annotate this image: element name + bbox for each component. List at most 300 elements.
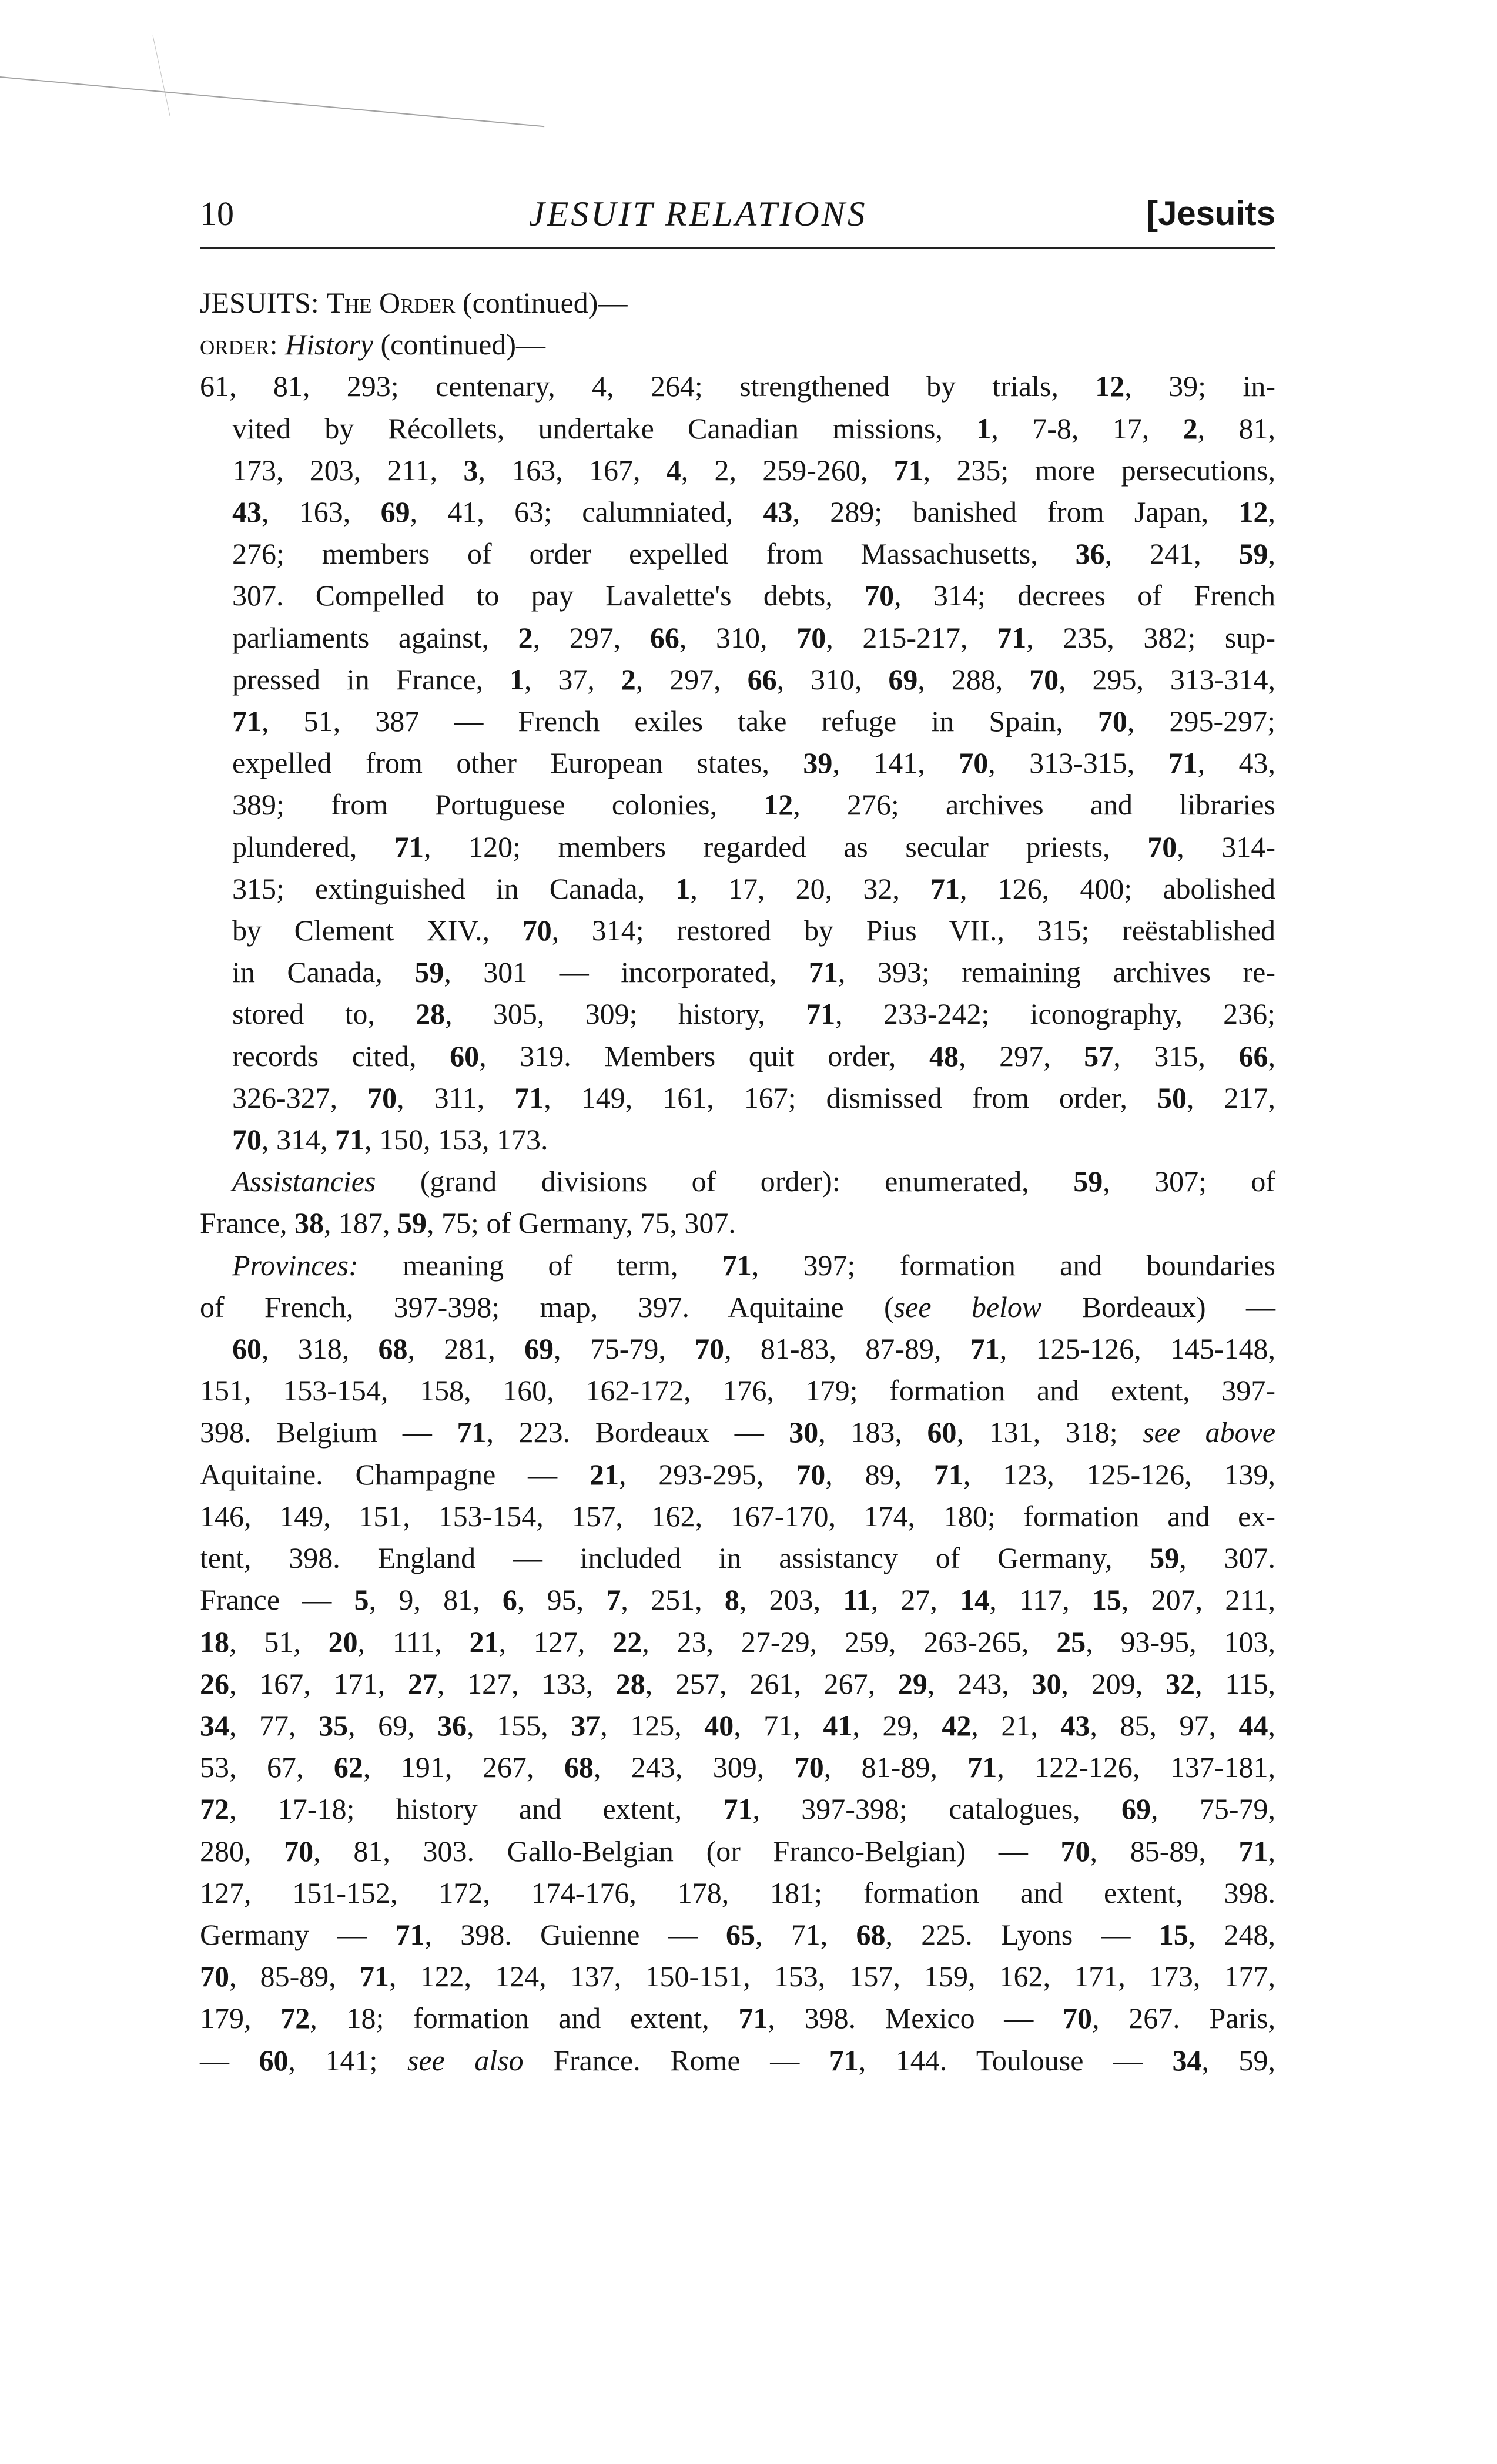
text-run: , 276; archives and libraries [793, 788, 1276, 822]
text-run: 398. Belgium — [200, 1416, 457, 1449]
text-run: , 233-242; iconography, 236; [835, 997, 1275, 1031]
text-run: , 117, [989, 1583, 1092, 1617]
text-run: , 27, [870, 1583, 960, 1617]
volume-number: 43 [763, 495, 793, 529]
volume-number: 43 [1060, 1708, 1090, 1742]
volume-number: 70 [1060, 1834, 1090, 1868]
volume-number: 71 [395, 1917, 425, 1951]
text-run: , 7-8, 17, [991, 411, 1183, 445]
volume-number: 12 [1095, 370, 1125, 403]
text-run: , 314; restored by Pius VII., 315; reëstablished [551, 914, 1275, 947]
text-run: , 141; [288, 2043, 407, 2077]
text-run: , 297, [533, 621, 650, 654]
index-line [200, 700, 1275, 742]
volume-number: 32 [1166, 1667, 1195, 1700]
volume-number: 71 [359, 1960, 389, 1993]
text-run: of French, 397-398; map, 397. Aquitaine ( [200, 1290, 894, 1323]
text-run: , 398. Mexico — [768, 2002, 1063, 2035]
volume-number: 5 [354, 1583, 369, 1617]
volume-number: 50 [1157, 1081, 1187, 1114]
index-line [200, 742, 1275, 784]
volume-number: 30 [789, 1416, 819, 1449]
text-run: , 167, 171, [229, 1667, 408, 1700]
volume-number: 59 [414, 956, 444, 989]
index-line [200, 993, 1275, 1035]
text-run: parliaments against, [232, 621, 518, 654]
text-run: , 223. Bordeaux — [486, 1416, 789, 1449]
text-run: France. Rome — [523, 2043, 829, 2077]
volume-number: 12 [1238, 495, 1268, 529]
volume-number: 71 [1238, 1834, 1268, 1868]
volume-number: 68 [856, 1917, 886, 1951]
italic-term: see also [407, 2043, 524, 2077]
index-line [200, 1872, 1275, 1914]
text-run: , [1268, 495, 1275, 529]
volume-number: 59 [397, 1206, 427, 1240]
text-run: , 85-89, [229, 1960, 360, 1993]
volume-number: 11 [843, 1583, 871, 1617]
volume-number: 62 [333, 1751, 363, 1784]
text-run: , 93-95, 103, [1086, 1625, 1276, 1658]
text-run: , 131, 318; [956, 1416, 1143, 1449]
volume-number: 8 [724, 1583, 739, 1617]
text-run: , 51, 387 — French exiles take refuge in Spain, [262, 705, 1098, 738]
text-run: , 281, [407, 1332, 524, 1366]
section-tag: [Jesuits [1146, 195, 1275, 233]
text-run: , 314- [1177, 830, 1275, 863]
volume-number: 36 [437, 1708, 467, 1742]
volume-number: 6 [502, 1583, 517, 1617]
text-run: , 314; decrees of French [894, 579, 1275, 612]
volume-number: 71 [893, 453, 923, 487]
volume-number: 35 [319, 1708, 349, 1742]
volume-number: 2 [621, 662, 636, 696]
volume-number: 21 [589, 1457, 619, 1491]
volume-number: 26 [200, 1667, 229, 1700]
italic-term: see below [893, 1290, 1042, 1323]
volume-number: 34 [200, 1708, 229, 1742]
index-line [200, 1245, 1275, 1286]
text-run: , 203, [739, 1583, 843, 1617]
volume-number: 70 [794, 1751, 824, 1784]
text-run: , 310, [679, 621, 797, 654]
italic-term: see above [1143, 1416, 1276, 1449]
text-run: , 293-295, [618, 1457, 796, 1491]
running-title: JESUIT RELATIONS [529, 195, 868, 233]
text-run: , 297, [958, 1039, 1084, 1072]
text-run: , 319. Members quit order, [479, 1039, 929, 1072]
index-line [200, 1788, 1275, 1830]
text-run: Germany — [200, 1917, 396, 1951]
text-run: , 318, [262, 1332, 379, 1366]
volume-number: 36 [1075, 537, 1105, 571]
text-run: tent, 398. England — included in assistancy of Germany, [200, 1541, 1150, 1575]
text-run: expelled from other European states, [232, 746, 803, 780]
volume-number: 2 [1183, 411, 1198, 445]
text-run: records cited, [232, 1039, 450, 1072]
volume-number: 41 [823, 1708, 853, 1742]
text-run: 146, 149, 151, 153-154, 157, 162, 167-170, 174, 180; formation and ex- [200, 1499, 1275, 1533]
volume-number: 27 [407, 1667, 437, 1700]
index-line [200, 1370, 1275, 1412]
volume-number: 71 [967, 1751, 997, 1784]
volume-number: 7 [606, 1583, 621, 1617]
text-run: , 122, 124, 137, 150-151, 153, 157, 159, 162, 171, 173, 177, [389, 1960, 1276, 1993]
text-run: Aquitaine. Champagne — [200, 1457, 590, 1491]
index-line [200, 1454, 1275, 1496]
index-line [200, 1621, 1275, 1663]
text-run: JESUITS: [200, 286, 327, 319]
index-line [200, 659, 1275, 700]
text-run: , 301 — incorporated, [444, 956, 809, 989]
volume-number: 70 [1029, 662, 1059, 696]
volume-number: 71 [394, 830, 424, 863]
volume-number: 1 [675, 871, 691, 905]
scan-artifact-line [0, 76, 544, 127]
volume-number: 70 [796, 1457, 826, 1491]
volume-number: 71 [722, 1248, 752, 1282]
volume-number: 70 [959, 746, 989, 780]
volume-number: 66 [1238, 1039, 1268, 1072]
small-caps-term: The Order [326, 286, 456, 319]
volume-number: 12 [763, 788, 793, 822]
text-run: , 81, [1197, 411, 1275, 445]
text-run: , 18; formation and extent, [310, 2002, 739, 2035]
index-line [200, 1537, 1275, 1579]
text-run: , 163, 167, [478, 453, 667, 487]
text-run: , 183, [818, 1416, 927, 1449]
index-line [200, 951, 1275, 993]
text-run: , 75-79, [1151, 1792, 1275, 1826]
text-run: , 59, [1201, 2043, 1276, 2077]
volume-number: 38 [294, 1206, 324, 1240]
text-run: , 95, [517, 1583, 607, 1617]
text-run: 173, 203, 211, [232, 453, 464, 487]
text-run: 53, 67, [200, 1751, 334, 1784]
text-run: — [200, 2043, 259, 2077]
volume-number: 70 [1063, 2002, 1093, 2035]
text-run: , 248, [1188, 1917, 1275, 1951]
text-run: 179, [200, 2002, 281, 2035]
volume-number: 42 [942, 1708, 972, 1742]
small-caps-term: order [200, 328, 270, 361]
volume-number: 60 [259, 2043, 289, 2077]
index-subheading [200, 324, 1275, 366]
volume-number: 18 [200, 1625, 229, 1658]
text-run: , 315, [1113, 1039, 1239, 1072]
volume-number: 71 [738, 2002, 768, 2035]
index-line [200, 2040, 1275, 2081]
volume-number: 70 [695, 1332, 725, 1366]
text-run: , 215-217, [826, 621, 997, 654]
volume-number: 37 [571, 1708, 601, 1742]
text-run: , 125-126, 145-148, [999, 1332, 1275, 1366]
index-line [200, 1412, 1275, 1453]
text-run: , 127, 133, [437, 1667, 616, 1700]
volume-number: 59 [1238, 537, 1268, 571]
volume-number: 28 [615, 1667, 645, 1700]
text-run: , 77, [229, 1708, 319, 1742]
index-line [200, 533, 1275, 575]
index-line [200, 450, 1275, 491]
text-run: , 289; banished from Japan, [792, 495, 1239, 529]
text-run: , 141, [832, 746, 959, 780]
text-run: , 123, 125-126, 139, [963, 1457, 1275, 1491]
text-run: , [1268, 1834, 1276, 1868]
index-line [200, 1496, 1275, 1537]
index-line [200, 1831, 1275, 1872]
text-run: meaning of term, [358, 1248, 722, 1282]
index-line [200, 1035, 1275, 1077]
index-line [200, 617, 1275, 659]
volume-number: 72 [200, 1792, 229, 1826]
index-line [200, 1746, 1275, 1788]
index-line [200, 1119, 1275, 1161]
text-run: , 111, [357, 1625, 470, 1658]
text-run: , 39; in- [1124, 370, 1276, 403]
text-run: , 305, 309; history, [445, 997, 806, 1031]
index-line [200, 1077, 1275, 1119]
volume-number: 14 [960, 1583, 990, 1617]
volume-number: 28 [416, 997, 446, 1031]
text-run: , 144. Toulouse — [858, 2043, 1173, 2077]
volume-number: 69 [888, 662, 918, 696]
text-run: in Canada, [232, 956, 415, 989]
volume-number: 4 [666, 453, 681, 487]
text-run: plundered, [232, 830, 395, 863]
text-run: , 51, [229, 1625, 329, 1658]
text-run: , 295, 313-314, [1059, 662, 1276, 696]
volume-number: 59 [1150, 1541, 1180, 1575]
volume-number: 70 [284, 1834, 314, 1868]
volume-number: 71 [232, 705, 262, 738]
text-run: , [1268, 537, 1275, 571]
volume-number: 20 [328, 1625, 358, 1658]
volume-number: 44 [1238, 1708, 1268, 1742]
text-run: , 397-398; catalogues, [752, 1792, 1122, 1826]
volume-number: 69 [524, 1332, 554, 1366]
text-run: , 191, 267, [363, 1751, 564, 1784]
text-run: , 75; of Germany, 75, 307. [427, 1206, 736, 1240]
volume-number: 68 [378, 1332, 408, 1366]
index-line [200, 366, 1275, 407]
text-run: , 257, 261, 267, [645, 1667, 898, 1700]
text-run: , 313-315, [988, 746, 1168, 780]
text-run: , 163, [262, 495, 381, 529]
text-run: , 150, 153, 173. [364, 1123, 548, 1156]
text-run: France — [200, 1583, 354, 1617]
volume-number: 71 [808, 956, 838, 989]
volume-number: 71 [723, 1792, 753, 1826]
text-run: , 149, 161, 167; dismissed from order, [544, 1081, 1157, 1114]
text-run: (grand divisions of order): enumerated, [376, 1165, 1074, 1198]
text-run: , 295-297; [1127, 705, 1275, 738]
text-run: (continued)— [455, 286, 628, 319]
volume-number: 71 [997, 621, 1027, 654]
text-run: , 209, [1061, 1667, 1166, 1700]
text-run: , 267. Paris, [1092, 2002, 1276, 2035]
text-run: , 235; more persecutions, [923, 453, 1275, 487]
index-line [200, 575, 1275, 616]
italic-term: Assistancies [232, 1165, 376, 1198]
index-heading [200, 282, 1275, 324]
text-run: , 297, [635, 662, 748, 696]
index-line [200, 1328, 1275, 1370]
volume-number: 70 [522, 914, 552, 947]
text-run: 127, 151-152, 172, 174-176, 178, 181; formation and extent, 398. [200, 1876, 1275, 1909]
text-run: , 187, [324, 1206, 398, 1240]
text-run: Bordeaux) — [1041, 1290, 1275, 1323]
text-run: , 125, [600, 1708, 705, 1742]
text-run: 61, 81, 293; centenary, 4, 264; strengthened by trials, [200, 370, 1096, 403]
text-run: , 314, [262, 1123, 335, 1156]
text-run: , 41, 63; calumniated, [410, 495, 763, 529]
text-run: , 81-89, [823, 1751, 968, 1784]
index-line [200, 1914, 1275, 1956]
page-number: 10 [200, 195, 234, 233]
volume-number: 69 [380, 495, 410, 529]
text-run: 389; from Portuguese colonies, [232, 788, 764, 822]
volume-number: 70 [232, 1123, 262, 1156]
volume-number: 71 [930, 871, 960, 905]
index-line [200, 1956, 1275, 1997]
text-run: , 235, 382; sup- [1026, 621, 1276, 654]
text-run: 276; members of order expelled from Massachusetts, [232, 537, 1076, 571]
volume-number: 48 [929, 1039, 959, 1072]
text-run: , 85-89, [1090, 1834, 1239, 1868]
text-run: , 398. Guienne — [424, 1917, 726, 1951]
index-line [200, 1161, 1275, 1202]
volume-number: 71 [806, 997, 836, 1031]
text-run: , 17, 20, 32, [690, 871, 930, 905]
text-run: (continued)— [373, 328, 545, 361]
italic-term: Provinces: [232, 1248, 359, 1282]
text-run: , 17-18; history and extent, [229, 1792, 724, 1826]
volume-number: 71 [457, 1416, 487, 1449]
volume-number: 43 [232, 495, 262, 529]
text-run: , 243, 309, [593, 1751, 795, 1784]
text-run: , 85, 97, [1090, 1708, 1239, 1742]
text-run: 151, 153-154, 158, 160, 162-172, 176, 179; formation and extent, 397- [200, 1374, 1275, 1407]
volume-number: 70 [200, 1960, 229, 1993]
text-run: stored to, [232, 997, 416, 1031]
index-line [200, 1705, 1275, 1746]
text-run: 315; extinguished in Canada, [232, 871, 676, 905]
index-line [200, 910, 1275, 951]
text-run: , 81, 303. Gallo-Belgian (or Franco-Belgian) — [313, 1834, 1061, 1868]
text-run: , 225. Lyons — [885, 1917, 1159, 1951]
text-run: , 120; members regarded as secular priests, [424, 830, 1148, 863]
text-run: , 126, 400; abolished [960, 871, 1275, 905]
volume-number: 57 [1084, 1039, 1114, 1072]
text-run: vited by Récollets, undertake Canadian missions, [232, 411, 977, 445]
text-run: , 217, [1187, 1081, 1275, 1114]
index-line [200, 1663, 1275, 1705]
text-run: 307. Compelled to pay Lavalette's debts, [232, 579, 865, 612]
volume-number: 70 [1097, 705, 1127, 738]
text-run: by Clement XIV., [232, 914, 523, 947]
volume-number: 70 [796, 621, 826, 654]
index-line [200, 1286, 1275, 1328]
volume-number: 15 [1091, 1583, 1121, 1617]
text-run: , 81-83, 87-89, [724, 1332, 970, 1366]
volume-number: 60 [927, 1416, 957, 1449]
text-run: , 115, [1195, 1667, 1275, 1700]
volume-number: 66 [649, 621, 679, 654]
text-run: , 37, [524, 662, 621, 696]
index-line [200, 868, 1275, 910]
text-run: , 393; remaining archives re- [838, 956, 1275, 989]
text-run: , 21, [971, 1708, 1061, 1742]
volume-number: 70 [865, 579, 895, 612]
volume-number: 22 [612, 1625, 642, 1658]
text-run: pressed in France, [232, 662, 510, 696]
volume-number: 39 [803, 746, 833, 780]
text-run: , 71, [755, 1917, 856, 1951]
italic-term: History [285, 328, 374, 361]
volume-number: 71 [1168, 746, 1198, 780]
text-run: , 397; formation and boundaries [751, 1248, 1275, 1282]
text-run: , 307; of [1103, 1165, 1275, 1198]
volume-number: 72 [280, 2002, 310, 2035]
text-run: , 75-79, [554, 1332, 695, 1366]
index-line [200, 784, 1275, 826]
text-run: , 2, 259-260, [681, 453, 894, 487]
text-run: France, [200, 1206, 295, 1240]
scan-artifact-line [153, 35, 170, 116]
text-run: , 288, [917, 662, 1030, 696]
text-run: , 251, [621, 1583, 725, 1617]
volume-number: 1 [976, 411, 992, 445]
index-line [200, 826, 1275, 868]
text-run: , 307. [1179, 1541, 1275, 1575]
text-run: , 311, [397, 1081, 515, 1114]
index-text-block [200, 282, 1275, 2081]
volume-number: 15 [1158, 1917, 1188, 1951]
index-line [200, 408, 1275, 450]
volume-number: 25 [1056, 1625, 1086, 1658]
text-run: , 207, 211, [1121, 1583, 1276, 1617]
index-line [200, 1997, 1275, 2039]
index-line [200, 491, 1275, 533]
text-run: , 29, [852, 1708, 942, 1742]
text-run: , 241, [1104, 537, 1239, 571]
volume-number: 70 [1147, 830, 1177, 863]
volume-number: 1 [510, 662, 525, 696]
text-run: , 122-126, 137-181, [997, 1751, 1276, 1784]
text-run: , 127, [498, 1625, 613, 1658]
volume-number: 69 [1121, 1792, 1151, 1826]
text-run: 280, [200, 1834, 284, 1868]
volume-number: 60 [450, 1039, 480, 1072]
volume-number: 71 [970, 1332, 1000, 1366]
text-run: 326-327, [232, 1081, 368, 1114]
volume-number: 59 [1073, 1165, 1103, 1198]
volume-number: 30 [1032, 1667, 1061, 1700]
text-run: , 43, [1197, 746, 1276, 780]
text-run: , 310, [776, 662, 889, 696]
volume-number: 68 [564, 1751, 594, 1784]
volume-number: 71 [933, 1457, 963, 1491]
volume-number: 2 [518, 621, 533, 654]
volume-number: 71 [335, 1123, 364, 1156]
volume-number: 71 [829, 2043, 859, 2077]
text-run: , 243, [927, 1667, 1032, 1700]
text-run: , 89, [825, 1457, 934, 1491]
text-run: : [269, 328, 286, 361]
text-run: , 71, [734, 1708, 823, 1742]
text-run: , [1268, 1039, 1276, 1072]
